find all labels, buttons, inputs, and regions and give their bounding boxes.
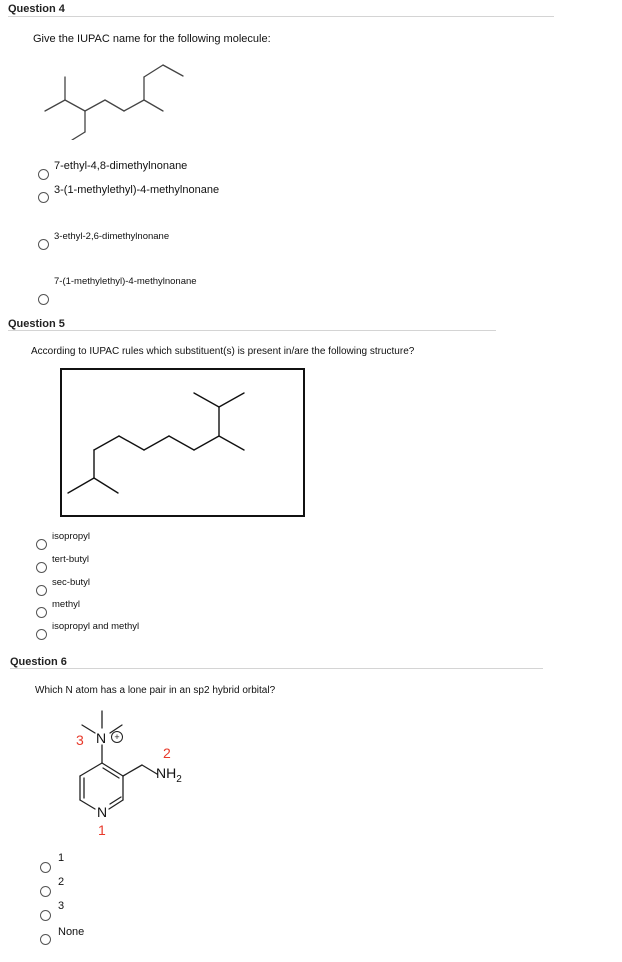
question-6-divider xyxy=(10,668,543,669)
q5-option-3-label[interactable]: sec-butyl xyxy=(52,577,91,588)
q5-option-4-radio[interactable] xyxy=(36,607,47,618)
n2-subscript: 2 xyxy=(176,773,182,785)
q4-option-4-label[interactable]: 7-(1-methylethyl)-4-methylnonane xyxy=(54,276,197,287)
n2-atom-label xyxy=(156,765,182,785)
question-6-prompt: Which N atom has a lone pair in an sp2 hybrid orbital? xyxy=(35,685,276,696)
q4-option-2-radio[interactable] xyxy=(38,192,49,203)
q4-option-2-label[interactable]: 3-(1-methylethyl)-4-methylnonane xyxy=(54,184,220,196)
n2-atom-text: NH xyxy=(156,765,177,781)
q5-option-3-radio[interactable] xyxy=(36,585,47,596)
n1-atom-label: N xyxy=(97,804,108,820)
q6-option-1-radio[interactable] xyxy=(40,862,51,873)
question-4-divider xyxy=(8,16,554,17)
n3-atom-label: N xyxy=(96,730,107,746)
q6-option-4-label[interactable]: None xyxy=(58,926,85,938)
q6-option-2-label[interactable]: 2 xyxy=(58,876,65,888)
q4-option-3-radio[interactable] xyxy=(38,239,49,250)
q5-option-2-radio[interactable] xyxy=(36,562,47,573)
q4-option-1-radio[interactable] xyxy=(38,169,49,180)
q6-option-3-label[interactable]: 3 xyxy=(58,900,65,912)
q5-option-2-label[interactable]: tert-butyl xyxy=(52,554,89,565)
q4-option-3-label[interactable]: 3-ethyl-2,6-dimethylnonane xyxy=(54,231,170,242)
n2-number-label: 2 xyxy=(163,745,171,761)
q6-option-3-radio[interactable] xyxy=(40,910,51,921)
n3-number-label: 3 xyxy=(76,732,84,748)
q4-option-1-label[interactable]: 7-ethyl-4,8-dimethylnonane xyxy=(54,160,188,172)
q6-option-1-label[interactable]: 1 xyxy=(58,852,65,864)
question-4-header: Question 4 xyxy=(8,3,65,15)
question-4-prompt: Give the IUPAC name for the following molecule: xyxy=(33,33,271,45)
q5-option-5-label[interactable]: isopropyl and methyl xyxy=(52,621,140,632)
n1-number-label: 1 xyxy=(98,822,106,838)
q4-option-4-radio[interactable] xyxy=(38,294,49,305)
question-5-prompt: According to IUPAC rules which substituent(s) is present in/are the following structure? xyxy=(31,346,415,357)
q5-option-1-radio[interactable] xyxy=(36,539,47,550)
q6-option-2-radio[interactable] xyxy=(40,886,51,897)
question-5-molecule-box xyxy=(60,368,305,517)
q5-option-1-label[interactable]: isopropyl xyxy=(52,531,91,542)
question-5-header: Question 5 xyxy=(8,318,65,330)
q6-option-4-radio[interactable] xyxy=(40,934,51,945)
q5-option-5-radio[interactable] xyxy=(36,629,47,640)
question-6-molecule xyxy=(60,708,200,843)
positive-charge-icon: + xyxy=(111,731,123,743)
question-4-molecule xyxy=(40,60,200,140)
question-6-header: Question 6 xyxy=(10,656,67,668)
question-5-divider xyxy=(8,330,496,331)
q5-option-4-label[interactable]: methyl xyxy=(52,599,80,610)
